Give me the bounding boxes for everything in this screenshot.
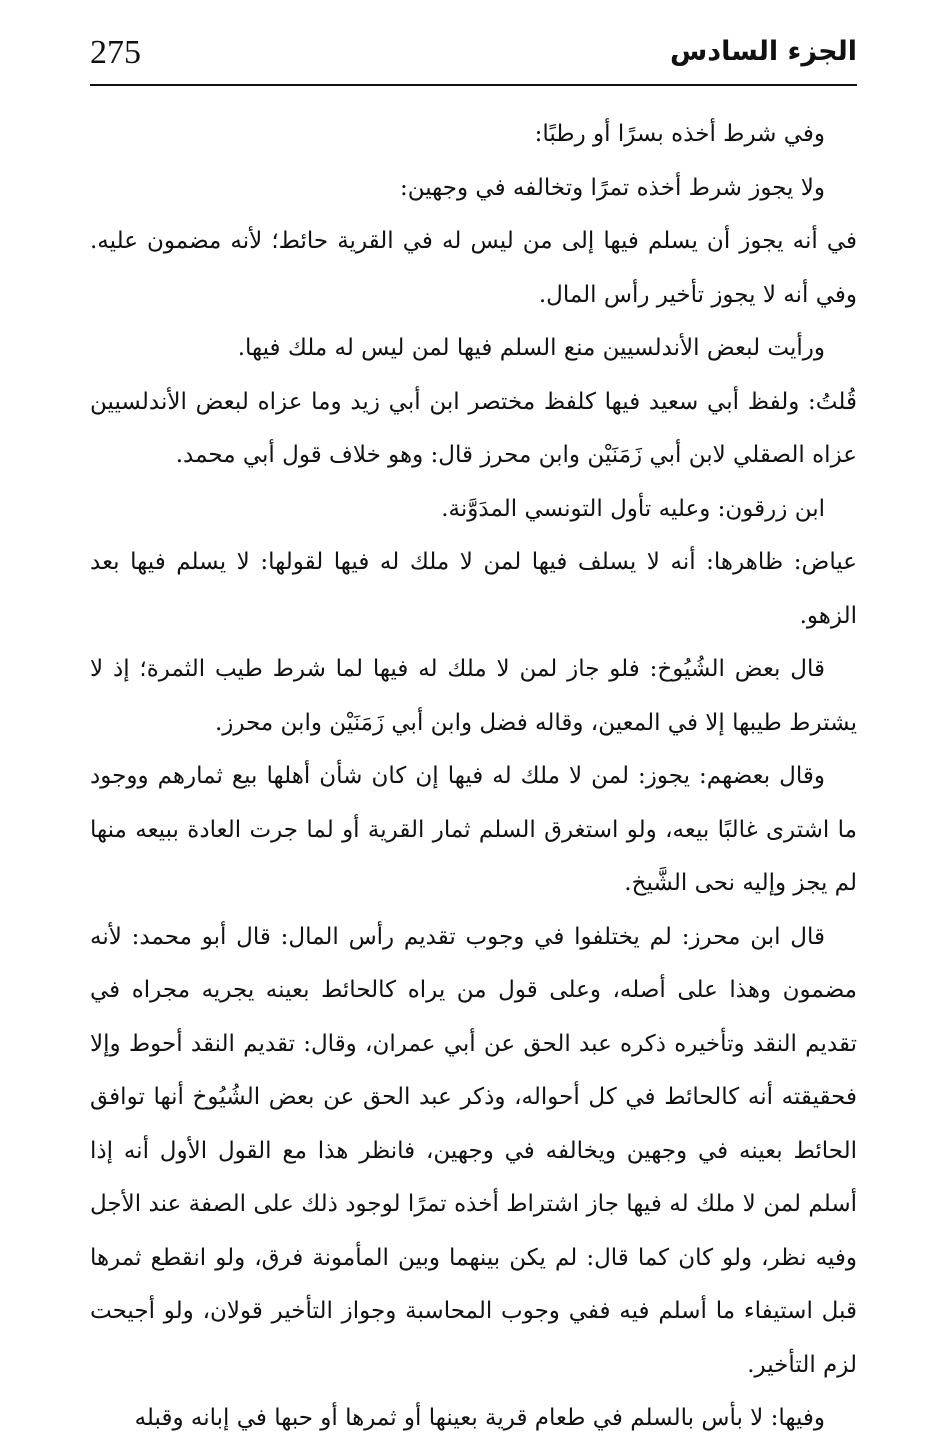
- paragraph: وفي شرط أخذه بسرًا أو رطبًا:: [534, 121, 825, 147]
- paragraph: ورأيت لبعض الأندلسيين منع السلم فيها لمن ليس له ملك فيها.: [237, 335, 825, 361]
- paragraph: وقال بعضهم: يجوز: لمن لا ملك له فيها إن كان شأن أهلها بيع ثمارهم ووجود ما اشترى غالبًا بيعه، ولو استغرق السلم ثمار القرية أو لما جرت العادة ببيعه منها لم يجز وإليه نحى الشَّيخ.: [90, 763, 857, 896]
- paragraph: عياض: ظاهرها: أنه لا يسلف فيها لمن لا ملك له فيها لقولها: لا يسلم فيها بعد الزهو.: [90, 549, 857, 629]
- paragraph: قُلتُ: ولفظ أبي سعيد فيها كلفظ مختصر ابن أبي زيد وما عزاه لبعض الأندلسيين عزاه الصقلي لابن أبي زَمَنَيْن وابن محرز قال: وهو خلاف قول أبي محمد.: [90, 388, 857, 468]
- paragraph: ولا يجوز شرط أخذه تمرًا وتخالفه في وجهين:: [399, 174, 825, 201]
- page-header: [90, 28, 857, 86]
- body-text: [90, 108, 857, 1446]
- paragraph: ابن زرقون: وعليه تأول التونسي المدَوَّنة.: [441, 495, 825, 522]
- running-title: الجزء السادس: [670, 36, 857, 67]
- page-number: 275: [90, 34, 141, 71]
- paragraph: وفيها: لا بأس بالسلم في طعام قرية بعينها أو ثمرها أو حبها في إبانه وقبله: [134, 1405, 825, 1431]
- paragraph: قال ابن محرز: لم يختلفوا في وجوب تقديم رأس المال: قال أبو محمد: لأنه مضمون وهذا على أصله، وعلى قول من يراه كالحائط بعينه يجريه مجراه في تقديم النقد وتأخيره ذكره عبد الحق عن أبي عمران، وقال: تقديم النقد أحوط وإلا فحقيقته أنه كالحائط في كل أحواله، وذكر عبد الحق عن بعض الشُيُوخ أنها توافق الحائط بعينه في وجهين ويخالفه في وجهين، فانظر هذا مع القول الأول أنه إذا أسلم لمن لا ملك له فيها جاز اشتراط أخذه تمرًا لوجود ذلك على الصفة عند الأجل وفيه نظر، ولو كان كما قال: لم يكن بينهما وبين المأمونة فرق، ولو انقطع ثمرها قبل استيفاء ما أسلم فيه ففي وجوب المحاسبة وجواز التأخير قولان، ولو أجيحت لزم التأخير.: [90, 923, 857, 1378]
- paragraph: قال بعض الشُيُوخ: فلو جاز لمن لا ملك له فيها لما شرط طيب الثمرة؛ إذ لا يشترط طيبها إلا في المعين، وقاله فضل وابن أبي زَمَنَيْن وابن محرز.: [90, 656, 857, 736]
- paragraph: في أنه يجوز أن يسلم فيها إلى من ليس له في القرية حائط؛ لأنه مضمون عليه. وفي أنه لا يجوز تأخير رأس المال.: [90, 228, 857, 308]
